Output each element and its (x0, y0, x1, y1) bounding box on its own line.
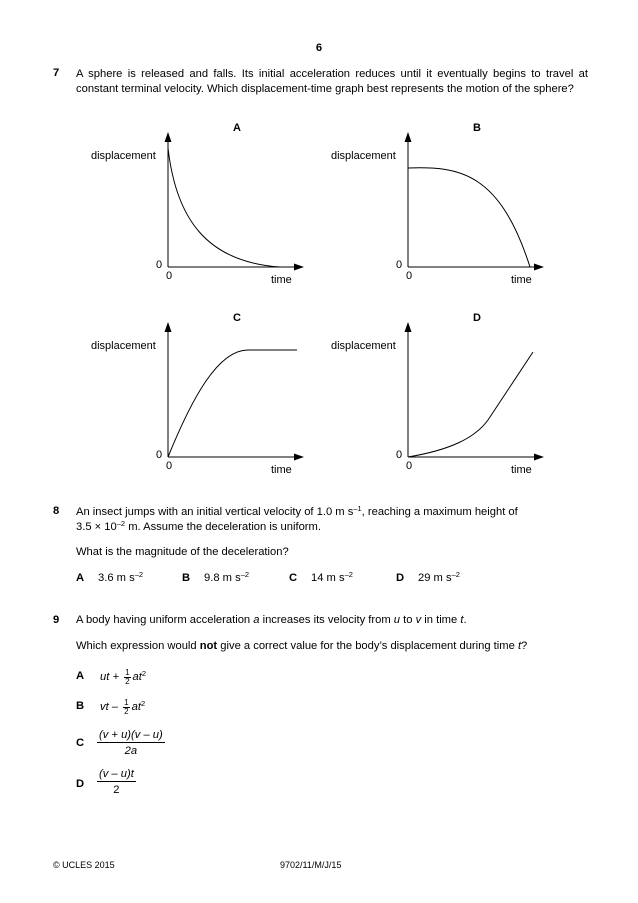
graph-d-y-arrow (405, 322, 412, 332)
graph-a-xlabel: time (271, 274, 292, 286)
q8-option-b-letter: B (182, 572, 191, 584)
graph-a (80, 118, 320, 288)
graph-d-title: D (473, 312, 481, 324)
graph-b (320, 118, 560, 288)
footer-code: 9702/11/M/J/15 (280, 860, 342, 870)
graph-a-curve (168, 148, 280, 267)
graph-b-xlabel: time (511, 274, 532, 286)
graph-b-x-arrow (534, 264, 544, 271)
q8-option-c-value: 14 m $s^{-2}$ (311, 570, 353, 584)
q8-text-a-sup: –1 (353, 504, 362, 513)
q9-option-d-letter: D (76, 778, 85, 790)
graph-a-title: A (233, 122, 241, 134)
q9-option-a-expression: ut + $\frac{1}{2}$ $at^2$ (100, 667, 147, 686)
q9-option-b-letter: B (76, 700, 85, 712)
graph-c-ylabel: displacement (91, 340, 156, 352)
graph-b-ylabel: displacement (331, 150, 396, 162)
graph-d-x-arrow (534, 454, 544, 461)
graph-b-title: B (473, 122, 481, 134)
q9-option-c-numerator: (v + u)(v – u) (99, 729, 163, 741)
q8-option-a-value: 3.6 m $s^{-2}$ (98, 570, 144, 584)
graph-b-plot (320, 118, 560, 288)
graph-d-plot (320, 308, 560, 478)
graph-c-y-origin: 0 (156, 449, 163, 461)
q9-option-d-expression (97, 768, 136, 796)
question-9-number: 9 (53, 614, 60, 626)
q8-option-b-value: 9.8 m $s^{-2}$ (204, 570, 250, 584)
graph-d-x-origin: 0 (406, 460, 413, 472)
page-number: 6 (315, 42, 323, 54)
graph-a-y-origin: 0 (156, 259, 163, 271)
q9-option-d-denominator: 2 (113, 784, 120, 796)
graph-b-y-arrow (405, 132, 412, 142)
graph-a-x-arrow (294, 264, 304, 271)
question-8-line-1 (76, 505, 588, 520)
footer-copyright: © UCLES 2015 (53, 860, 115, 870)
q8-text-c-sup: –2 (116, 519, 126, 528)
question-9-question: Which expression would not give a correct value for the body’s displacement during time t? (76, 640, 528, 652)
graph-c-x-origin: 0 (166, 460, 173, 472)
graph-b-y-origin: 0 (396, 259, 403, 271)
q9-option-c-expression (97, 729, 165, 757)
q9-option-a-letter: A (76, 670, 85, 682)
graph-a-x-origin: 0 (166, 270, 173, 282)
graph-b-curve (408, 168, 530, 267)
question-8-line-2 (76, 520, 321, 535)
q8-option-c-letter: C (289, 572, 298, 584)
graph-d-ylabel: displacement (331, 340, 396, 352)
graph-c-title: C (233, 312, 241, 324)
q8-text-d: m. Assume the deceleration is uniform. (125, 521, 321, 533)
graph-a-y-arrow (165, 132, 172, 142)
graph-d-xlabel: time (511, 464, 532, 476)
q9-option-d-numerator: (v – u)t (99, 768, 134, 780)
graph-c-plot (80, 308, 320, 478)
graph-b-x-origin: 0 (406, 270, 413, 282)
question-8-question: What is the magnitude of the deceleration? (76, 546, 289, 558)
graph-c-curve (168, 350, 297, 457)
question-8-number: 8 (53, 505, 60, 517)
graph-d-curve (408, 352, 533, 457)
graph-d (320, 308, 560, 478)
q8-option-d-letter: D (396, 572, 405, 584)
q8-text-c: 3.5 × 10 (76, 521, 117, 533)
question-9-stem: A body having uniform acceleration a increases its velocity from u to v in time t. (76, 614, 467, 626)
q9-option-c-letter: C (76, 737, 85, 749)
q9-option-b-expression: vt – $\frac{1}{2}$ $at^2$ (100, 697, 146, 716)
q8-text-b: , reaching a maximum height of (361, 506, 518, 518)
graph-a-ylabel: displacement (91, 150, 156, 162)
graph-c (80, 308, 320, 478)
q8-option-d-value: 29 m $s^{-2}$ (418, 570, 460, 584)
graph-c-x-arrow (294, 454, 304, 461)
graph-a-plot (80, 118, 320, 288)
question-7-number: 7 (53, 67, 60, 79)
graph-d-y-origin: 0 (396, 449, 403, 461)
graph-c-xlabel: time (271, 464, 292, 476)
graph-c-y-arrow (165, 322, 172, 332)
q8-text-a: An insect jumps with an initial vertical velocity of 1.0 m s (76, 506, 354, 518)
q8-option-a-letter: A (76, 572, 85, 584)
question-7-text: A sphere is released and falls. Its initial acceleration reduces until it eventually begins to travel at constant terminal velocity. Which displacement-time graph best represents the motion of the sphere? (76, 68, 588, 95)
q9-option-c-denominator: 2a (124, 745, 138, 757)
